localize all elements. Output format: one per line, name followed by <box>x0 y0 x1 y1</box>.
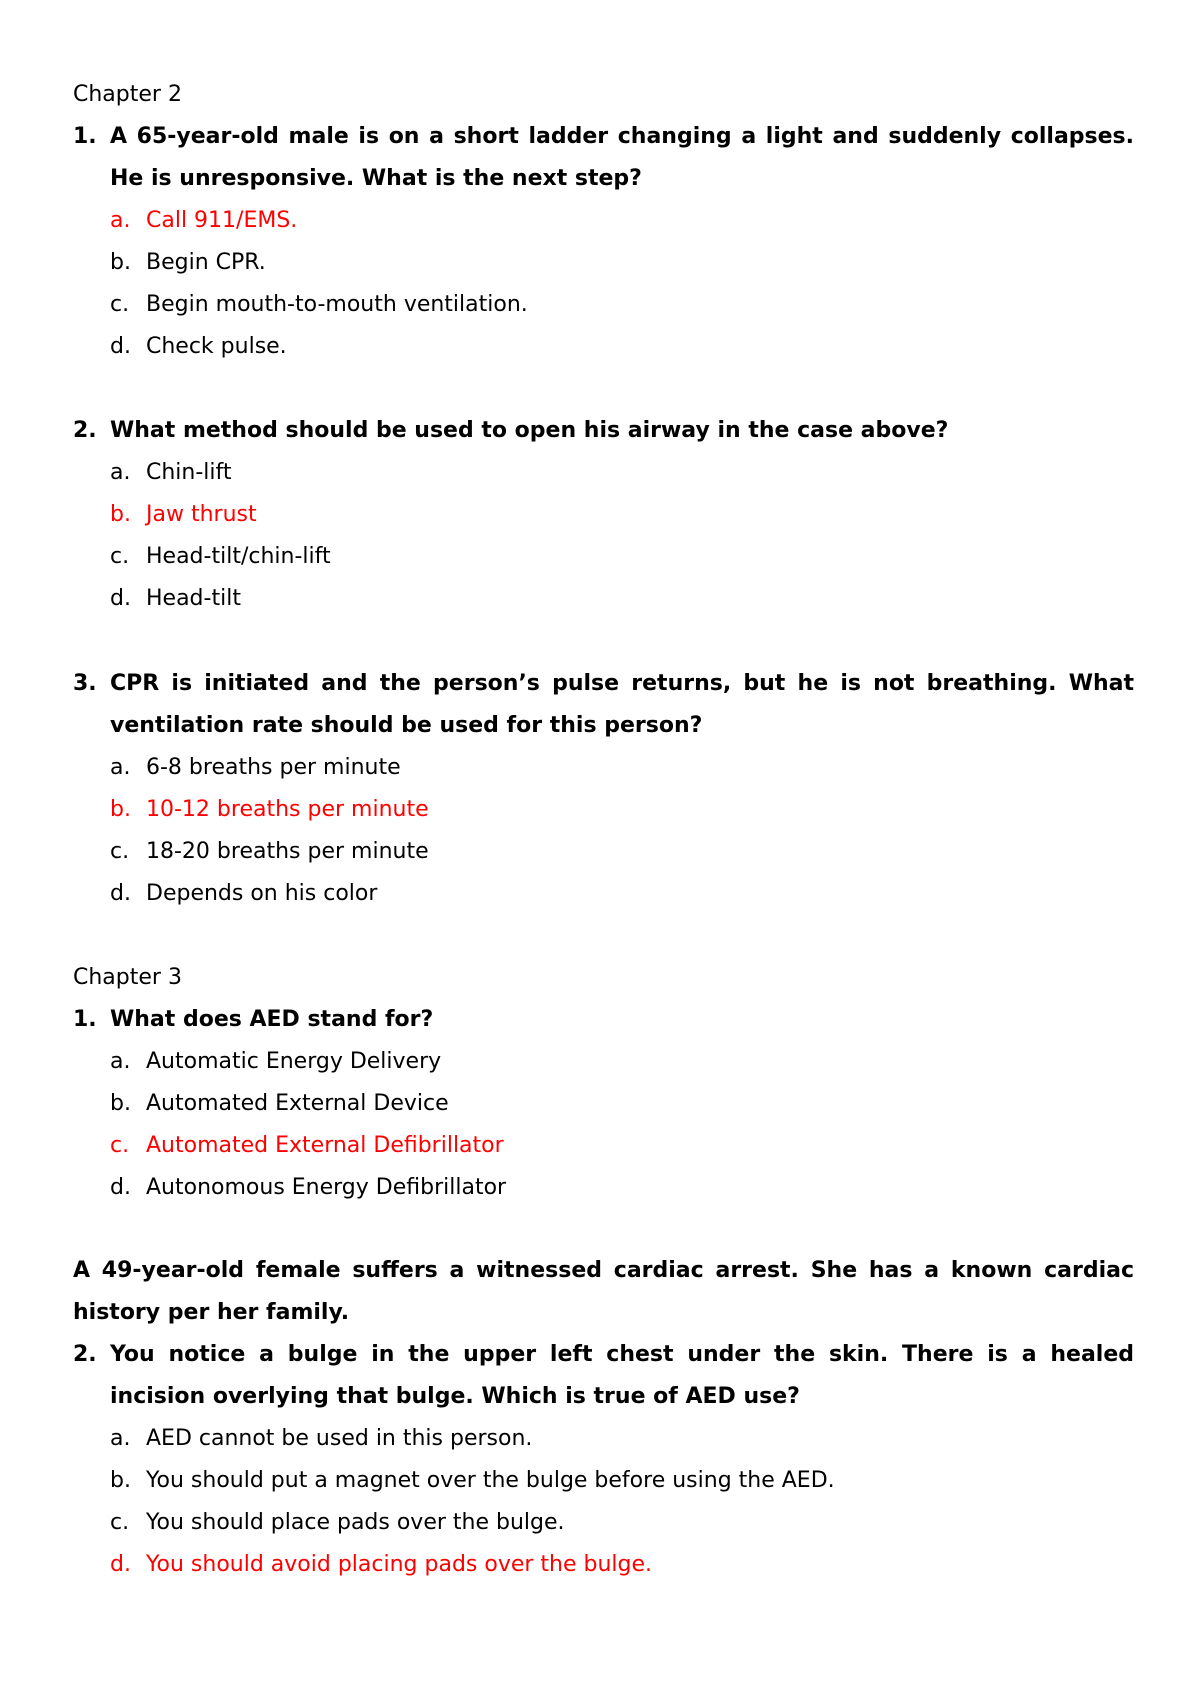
option-text: 10-12 breaths per minute <box>146 797 429 822</box>
option-letter: c. <box>110 1510 130 1535</box>
option-letter: d. <box>110 1175 131 1200</box>
answer-option <box>110 1460 835 1502</box>
option-text: Check pulse. <box>146 334 287 359</box>
option-letter: a. <box>110 755 131 780</box>
option-letter: b. <box>110 797 131 822</box>
question-number: 1. <box>73 1007 97 1032</box>
option-letter: d. <box>110 881 131 906</box>
answer-option <box>110 789 429 831</box>
option-letter: c. <box>110 1133 130 1158</box>
question-number: 3. <box>73 671 97 696</box>
option-text: AED cannot be used in this person. <box>146 1426 533 1451</box>
answer-option <box>110 1167 506 1209</box>
option-text: Begin CPR. <box>146 250 266 275</box>
option-letter: d. <box>110 334 131 359</box>
answer-option <box>110 452 232 494</box>
option-text: 6-8 breaths per minute <box>146 755 401 780</box>
answer-option <box>110 1125 504 1167</box>
answer-option <box>110 831 429 873</box>
option-text: 18-20 breaths per minute <box>146 839 429 864</box>
question-number: 2. <box>73 1342 97 1367</box>
answer-option <box>110 200 297 242</box>
option-text: Call 911/EMS. <box>146 208 298 233</box>
option-letter: c. <box>110 839 130 864</box>
option-text: You should place pads over the bulge. <box>146 1510 565 1535</box>
option-text: Jaw thrust <box>146 502 257 527</box>
option-letter: b. <box>110 1091 131 1116</box>
option-letter: a. <box>110 460 131 485</box>
question-text: What method should be used to open his airway in the case above? <box>110 418 949 443</box>
option-letter: a. <box>110 1426 131 1451</box>
option-letter: b. <box>110 502 131 527</box>
option-letter: d. <box>110 1552 131 1577</box>
question-text: You notice a bulge in the upper left chest under the skin. There is a healed incision overlying that bulge. Which is true of AED use? <box>110 1342 1134 1409</box>
answer-option <box>110 1502 565 1544</box>
option-text: Begin mouth-to-mouth ventilation. <box>146 292 528 317</box>
answer-option <box>110 284 528 326</box>
chapter-heading: Chapter 2 <box>73 82 182 107</box>
answer-option <box>110 494 257 536</box>
question-number: 2. <box>73 418 97 443</box>
option-letter: b. <box>110 1468 131 1493</box>
answer-option <box>110 326 287 368</box>
option-text: You should avoid placing pads over the bulge. <box>146 1552 653 1577</box>
option-text: Automatic Energy Delivery <box>146 1049 442 1074</box>
option-text: Automated External Device <box>146 1091 449 1116</box>
option-text: Autonomous Energy Defibrillator <box>146 1175 507 1200</box>
option-letter: b. <box>110 250 131 275</box>
answer-option <box>110 242 266 284</box>
option-letter: d. <box>110 586 131 611</box>
answer-option <box>110 1418 532 1460</box>
option-text: Automated External Defibrillator <box>146 1133 504 1158</box>
option-text: Chin-lift <box>146 460 232 485</box>
option-letter: c. <box>110 544 130 569</box>
option-letter: c. <box>110 292 130 317</box>
answer-option <box>110 873 377 915</box>
option-text: You should put a magnet over the bulge before using the AED. <box>146 1468 835 1493</box>
answer-option <box>110 1041 441 1083</box>
option-letter: a. <box>110 208 131 233</box>
answer-option <box>110 1544 652 1586</box>
answer-option <box>110 536 331 578</box>
question-text: CPR is initiated and the person’s pulse returns, but he is not breathing. What ventilation rate should be used for this person? <box>110 671 1134 738</box>
case-stem: A 49-year-old female suffers a witnessed cardiac arrest. She has a known cardiac history per her family. <box>73 1258 1134 1325</box>
answer-option <box>110 747 401 789</box>
answer-option <box>110 1083 449 1125</box>
option-text: Head-tilt/chin-lift <box>146 544 331 569</box>
question-number: 1. <box>73 124 97 149</box>
question-text: What does AED stand for? <box>110 1007 434 1032</box>
option-text: Head-tilt <box>146 586 241 611</box>
chapter-heading: Chapter 3 <box>73 965 182 990</box>
option-letter: a. <box>110 1049 131 1074</box>
question-text: A 65-year-old male is on a short ladder changing a light and suddenly collapses. He is unresponsive. What is the next step? <box>110 124 1134 191</box>
option-text: Depends on his color <box>146 881 378 906</box>
answer-option <box>110 578 241 620</box>
